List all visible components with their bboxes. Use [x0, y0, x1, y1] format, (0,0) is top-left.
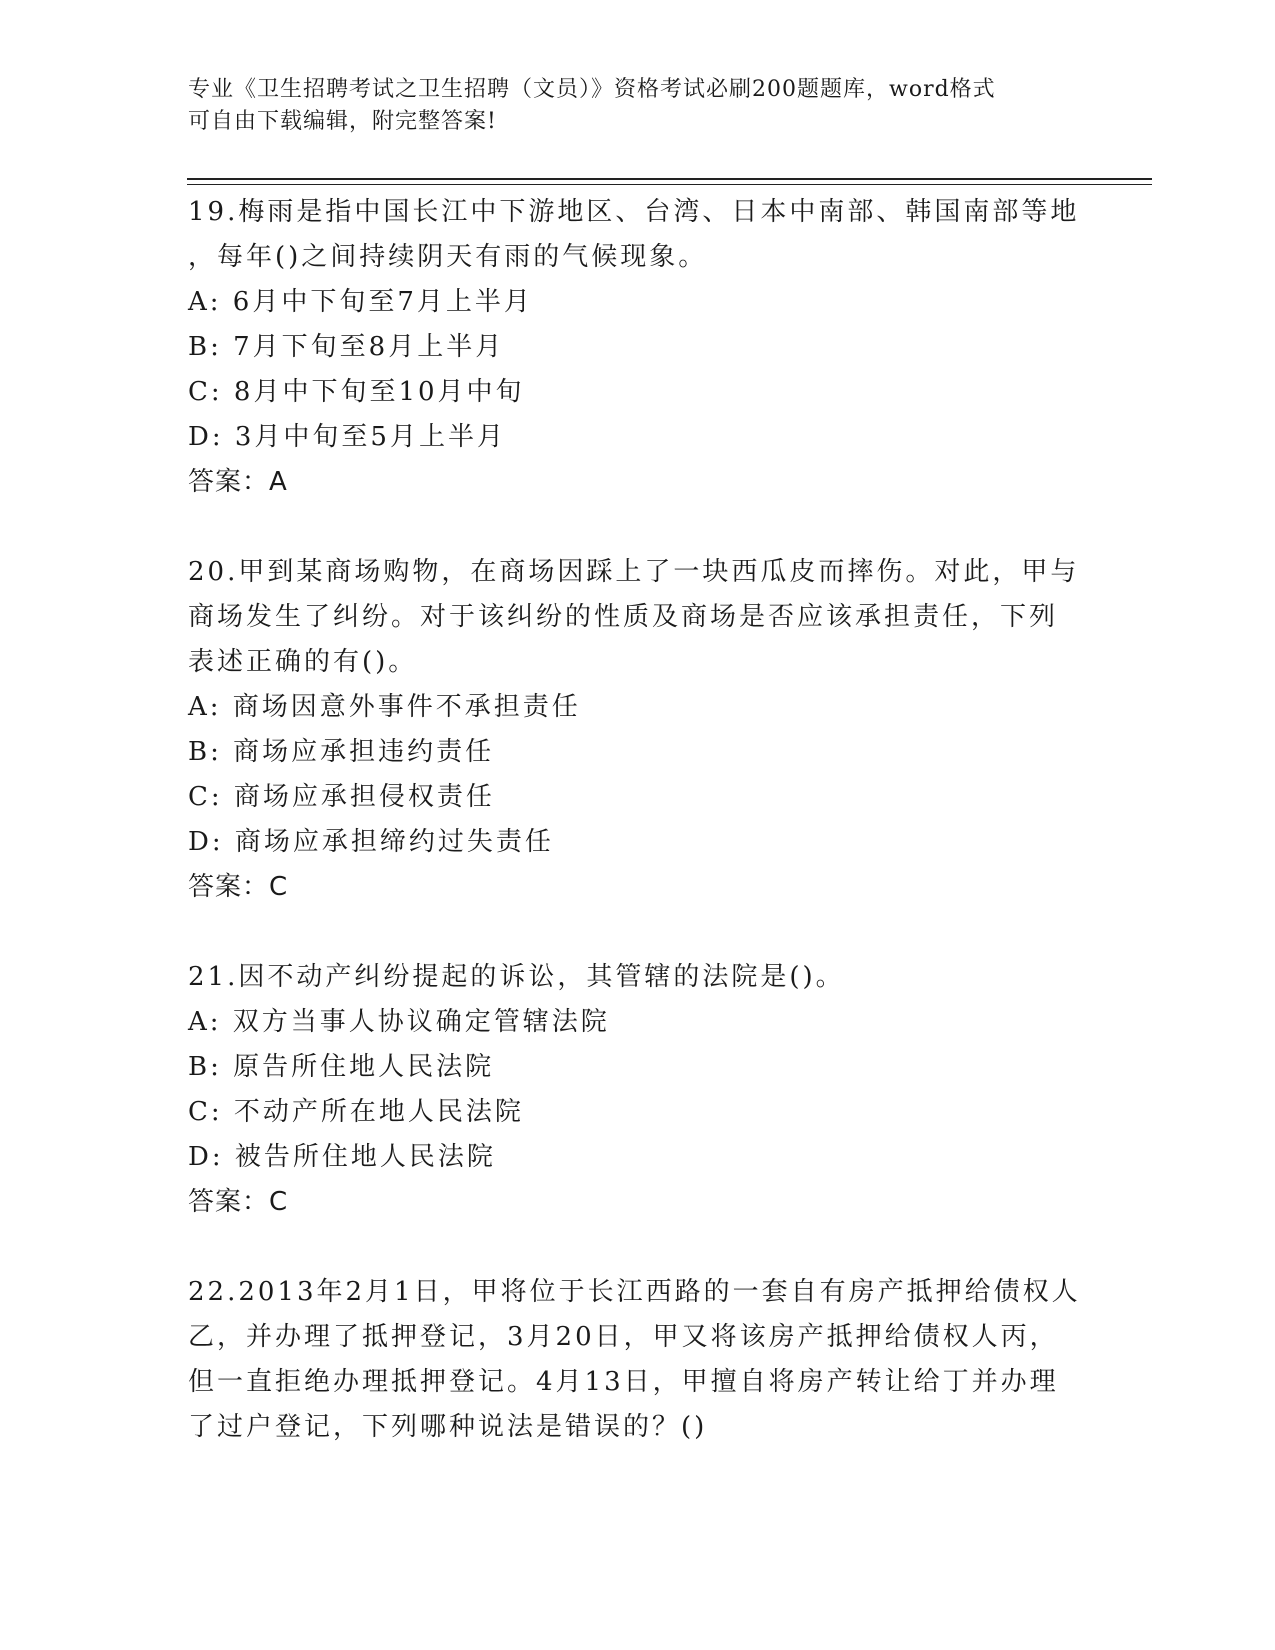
question-stem-line: 商场发生了纠纷。对于该纠纷的性质及商场是否应该承担责任，下列 [188, 602, 1059, 632]
answer: 答案：A [188, 467, 288, 497]
header-line-2: 可自由下载编辑，附完整答案! [188, 109, 497, 134]
question-stem-line: 了过户登记，下列哪种说法是错误的？() [188, 1412, 708, 1442]
question-stem-line: 但一直拒绝办理抵押登记。4月13日，甲擅自将房产转让给丁并办理 [188, 1367, 1059, 1397]
option-d: D: 被告所住地人民法院 [188, 1142, 496, 1172]
option-c: C: 商场应承担侵权责任 [188, 782, 495, 812]
option-a: A: 商场因意外事件不承担责任 [188, 692, 581, 722]
option-b: B: 商场应承担违约责任 [188, 737, 495, 767]
question-list [188, 190, 1088, 1450]
question-22 [188, 1270, 1088, 1450]
header-line-1: 专业《卫生招聘考试之卫生招聘（文员）》资格考试必刷200题题库，word格式 [188, 77, 996, 102]
option-b: B: 7月下旬至8月上半月 [188, 332, 505, 362]
question-stem-line: 乙，并办理了抵押登记，3月20日，甲又将该房产抵押给债权人丙， [188, 1322, 1059, 1352]
document-header [188, 74, 1068, 138]
option-c: C: 8月中下旬至10月中旬 [188, 377, 525, 407]
option-b: B: 原告所住地人民法院 [188, 1052, 495, 1082]
option-a: A: 6月中下旬至7月上半月 [188, 287, 533, 317]
question-stem-line: 21.因不动产纠纷提起的诉讼，其管辖的法院是()。 [188, 962, 845, 992]
question-stem-line: 22.2013年2月1日，甲将位于长江西路的一套自有房产抵押给债权人 [188, 1277, 1081, 1307]
question-19 [188, 190, 1088, 505]
option-d: D: 商场应承担缔约过失责任 [188, 827, 554, 857]
question-stem-line: 20.甲到某商场购物，在商场因踩上了一块西瓜皮而摔伤。对此，甲与 [188, 557, 1080, 587]
question-20 [188, 550, 1088, 910]
question-stem-line: 表述正确的有()。 [188, 647, 418, 677]
option-c: C: 不动产所在地人民法院 [188, 1097, 524, 1127]
header-rule-thick [187, 178, 1152, 180]
question-21 [188, 955, 1088, 1225]
answer: 答案：C [188, 872, 289, 902]
answer: 答案：C [188, 1187, 289, 1217]
header-rule-thin [187, 184, 1152, 185]
option-d: D: 3月中旬至5月上半月 [188, 422, 506, 452]
question-stem-line: 19.梅雨是指中国长江中下游地区、台湾、日本中南部、韩国南部等地 [188, 197, 1080, 227]
question-stem-line: ，每年()之间持续阴天有雨的气候现象。 [188, 242, 708, 272]
option-a: A: 双方当事人协议确定管辖法院 [188, 1007, 610, 1037]
